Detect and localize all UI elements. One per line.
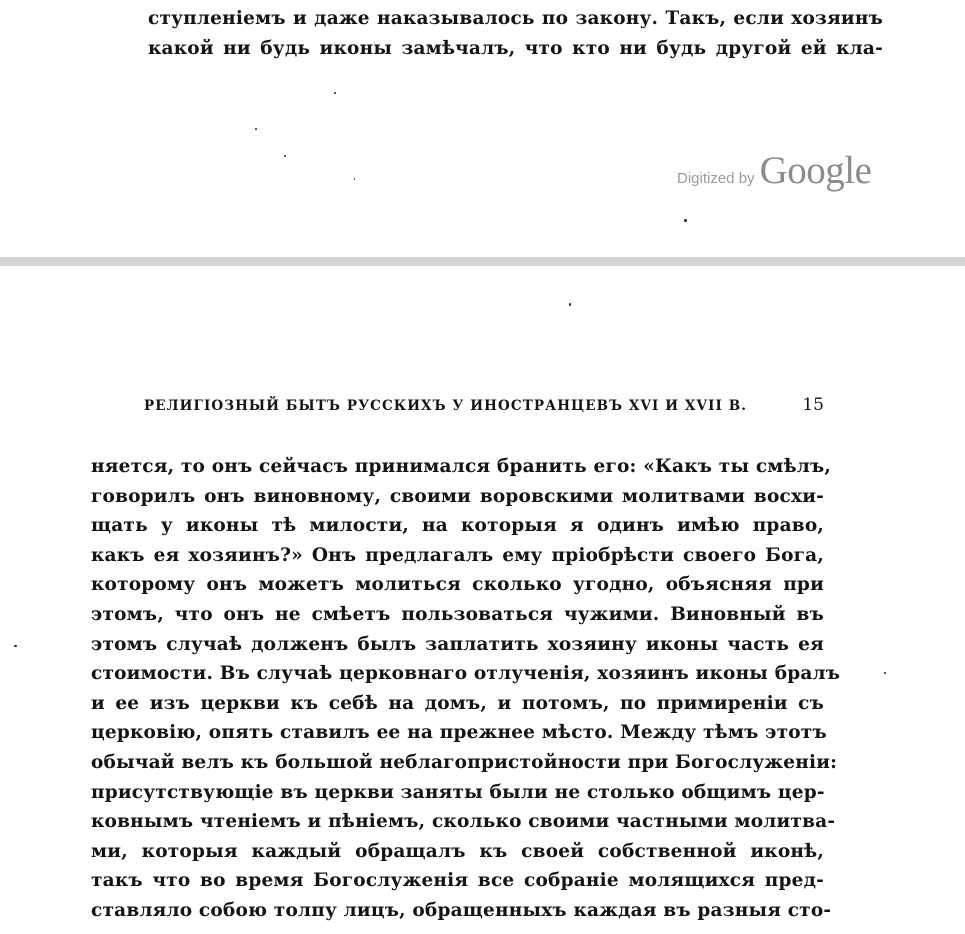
text-line: какой ни будь иконы замѣчалъ, что кто ни будь другой ей кла- bbox=[148, 37, 883, 59]
text-line: присутствующіе въ церкви заняты были не столько общимъ цер- bbox=[91, 781, 825, 803]
scan-speck bbox=[884, 672, 886, 674]
text-line: говорилъ онъ виновному, своими воровскими молитвами восхи- bbox=[91, 485, 824, 507]
scan-speck bbox=[569, 303, 571, 306]
scan-speck bbox=[684, 219, 687, 222]
text-line: ставляло собою толпу лицъ, обращенныхъ каждая въ разныя сто- bbox=[91, 899, 832, 921]
watermark-prefix: Digitized by bbox=[677, 170, 755, 187]
text-line: ковнымъ чтеніемъ и пѣніемъ, сколько своими частными молитва- bbox=[91, 811, 836, 833]
text-line: обычай велъ къ большой неблагопристойности при Богослуженіи: bbox=[91, 751, 838, 773]
scanned-page-bottom bbox=[0, 266, 965, 934]
scan-speck bbox=[284, 155, 286, 157]
page-number: 15 bbox=[802, 395, 824, 415]
text-line: ми, которыя каждый обращалъ къ своей собственной иконѣ, bbox=[91, 840, 824, 862]
scanned-page-top bbox=[0, 0, 965, 257]
text-line: церковію, опять ставилъ ее на прежнее мѣсто. Между тѣмъ этотъ bbox=[91, 722, 827, 744]
running-head bbox=[144, 395, 824, 418]
running-head-title: РЕЛИГІОЗНЫЙ БЫТЪ РУССКИХЪ У ИНОСТРАНЦЕВЪ XVI И XVII В. bbox=[144, 398, 748, 414]
google-watermark bbox=[677, 148, 871, 198]
text-block-body bbox=[91, 452, 841, 926]
google-logo: Google bbox=[759, 149, 872, 192]
text-block-top bbox=[148, 4, 883, 63]
text-line: и ее изъ церкви къ себѣ на домъ, и потомъ, по примиреніи съ bbox=[91, 692, 824, 714]
text-line: какъ ея хозяинъ?» Онъ предлагалъ ему пріобрѣсти своего Бога, bbox=[91, 544, 824, 566]
scan-speck bbox=[255, 128, 257, 130]
text-line: которому онъ можетъ молиться сколько угодно, объясняя при bbox=[91, 574, 824, 596]
text-line: этомъ, что онъ не смѣетъ пользоваться чужими. Виновный въ bbox=[91, 603, 824, 625]
scan-speck bbox=[354, 178, 355, 180]
text-line: ступленіемъ и даже наказывалось по закону. Такъ, если хозяинъ bbox=[148, 8, 883, 29]
scan-speck bbox=[14, 645, 17, 647]
text-line: этомъ случаѣ долженъ былъ заплатить хозяину иконы часть ея bbox=[91, 633, 824, 655]
text-line: няется, то онъ сейчасъ принимался бранить его: «Какъ ты смѣлъ, bbox=[91, 456, 832, 477]
text-line: стоимости. Въ случаѣ церковнаго отлученія, хозяинъ иконы бралъ bbox=[91, 663, 841, 685]
text-line: такъ что во время Богослуженія все собраніе молящихся пред- bbox=[91, 870, 824, 892]
text-line: щать у иконы тѣ милости, на которыя я одинъ имѣю право, bbox=[91, 515, 824, 537]
page-separator bbox=[0, 257, 965, 266]
scan-speck bbox=[334, 92, 336, 94]
